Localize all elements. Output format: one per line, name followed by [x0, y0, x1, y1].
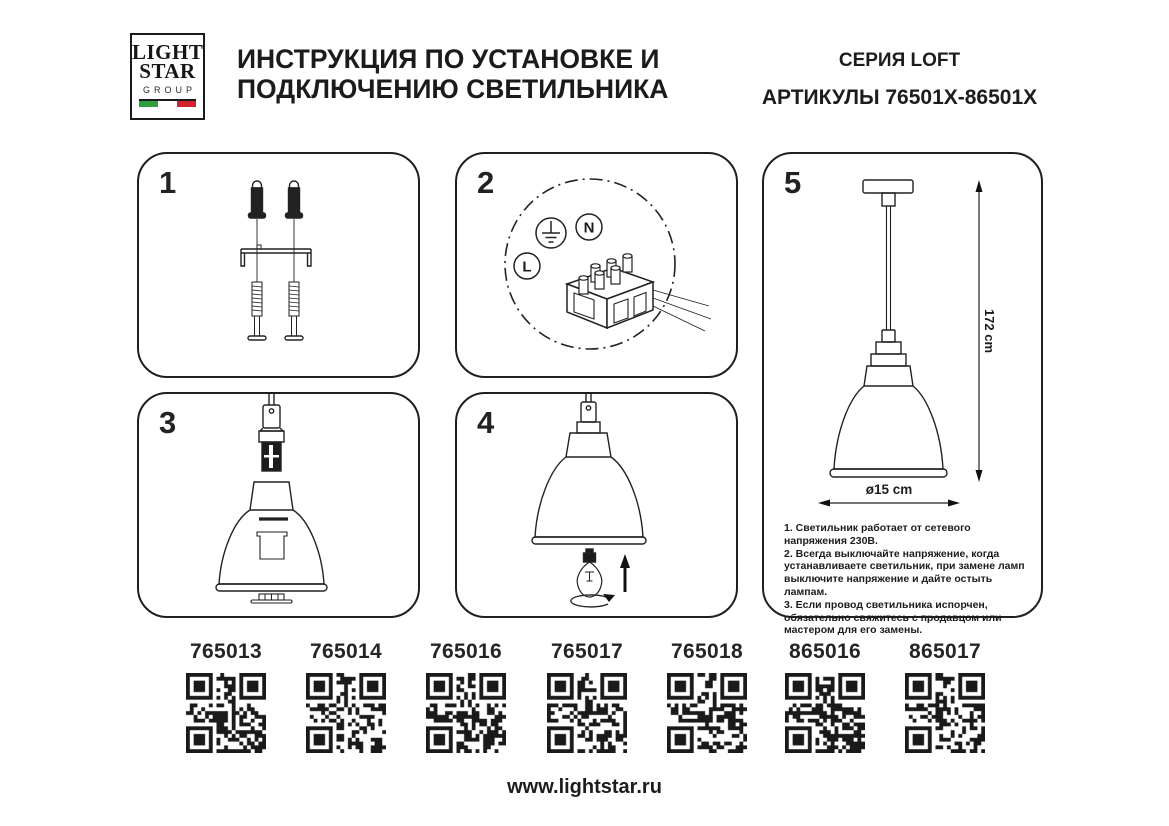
qr-code: [426, 673, 506, 753]
height-dimension-label: 172 cm: [982, 308, 997, 354]
article-code: 765018: [671, 640, 743, 663]
step-panel-5: [762, 152, 1043, 637]
article-column: [291, 640, 401, 758]
article-column: [652, 640, 762, 758]
logo-word-group: GROUP: [142, 84, 196, 95]
article-column: [532, 640, 642, 758]
article-column: [411, 640, 521, 758]
bulb-installation-diagram: [457, 394, 736, 616]
article-column: [171, 640, 281, 758]
step-panel-4: [455, 392, 738, 618]
lightstar-logo: [130, 33, 205, 120]
flag-white-segment: [158, 101, 177, 107]
article-code: 865016: [789, 640, 861, 663]
suspension-assembly-diagram: [139, 394, 418, 616]
step-number-2: 2: [477, 165, 495, 200]
safety-note-1: 1. Светильник работает от сетевого напряжения 230В.: [784, 522, 971, 547]
safety-note-3: 3. Если провод светильника испорчен, обязательно свяжитесь с продавцом или мастером для его замены.: [784, 598, 1002, 637]
step-panel-1: [137, 152, 420, 378]
mounting-hardware-diagram: [139, 154, 418, 376]
qr-code: [667, 673, 747, 753]
article-code: 765017: [551, 640, 623, 663]
logo-word-star: STAR: [139, 59, 196, 84]
series-header: [747, 50, 1052, 110]
qr-code: [905, 673, 985, 753]
article-code: 765016: [430, 640, 502, 663]
flag-green-segment: [139, 101, 158, 107]
italian-flag-stripe: [139, 99, 196, 107]
safety-notes: [784, 522, 1036, 637]
qr-code: [785, 673, 865, 753]
page-title: [237, 44, 668, 104]
terminal-block-diagram: [457, 154, 736, 376]
article-column: [770, 640, 880, 758]
article-code: 865017: [909, 640, 981, 663]
step-panel-2: [455, 152, 738, 378]
diameter-dimension-label: ø15 cm: [865, 482, 913, 497]
step-number-5: 5: [784, 165, 802, 200]
step-number-3: 3: [159, 405, 177, 440]
step-number-4: 4: [477, 405, 495, 440]
step-panel-3: [137, 392, 420, 618]
article-code: 765013: [190, 640, 262, 663]
safety-note-2: 2. Всегда выключайте напряжение, когда устанавливаете светильник, при замене ламп выключите напряжение и дайте остыть лампам.: [784, 547, 1025, 598]
neutral-terminal-label: N: [583, 219, 595, 237]
articles-range: АРТИКУЛЫ 76501X-86501X: [761, 86, 1038, 109]
qr-code: [186, 673, 266, 753]
article-column: [890, 640, 1000, 758]
earth-ground-icon: [536, 218, 566, 248]
flag-red-segment: [177, 101, 196, 107]
qr-code: [547, 673, 627, 753]
page-title-line2: ПОДКЛЮЧЕНИЮ СВЕТИЛЬНИКА: [237, 74, 669, 105]
article-code: 765014: [310, 640, 382, 663]
page-title-line1: ИНСТРУКЦИЯ ПО УСТАНОВКЕ И: [237, 44, 660, 74]
logo-word-light: LIGHT: [132, 40, 204, 64]
series-name: СЕРИЯ LOFT: [838, 50, 961, 71]
qr-code: [306, 673, 386, 753]
step-number-1: 1: [159, 165, 177, 200]
website-url: www.lightstar.ru: [507, 776, 662, 798]
line-terminal-label: L: [522, 258, 532, 276]
